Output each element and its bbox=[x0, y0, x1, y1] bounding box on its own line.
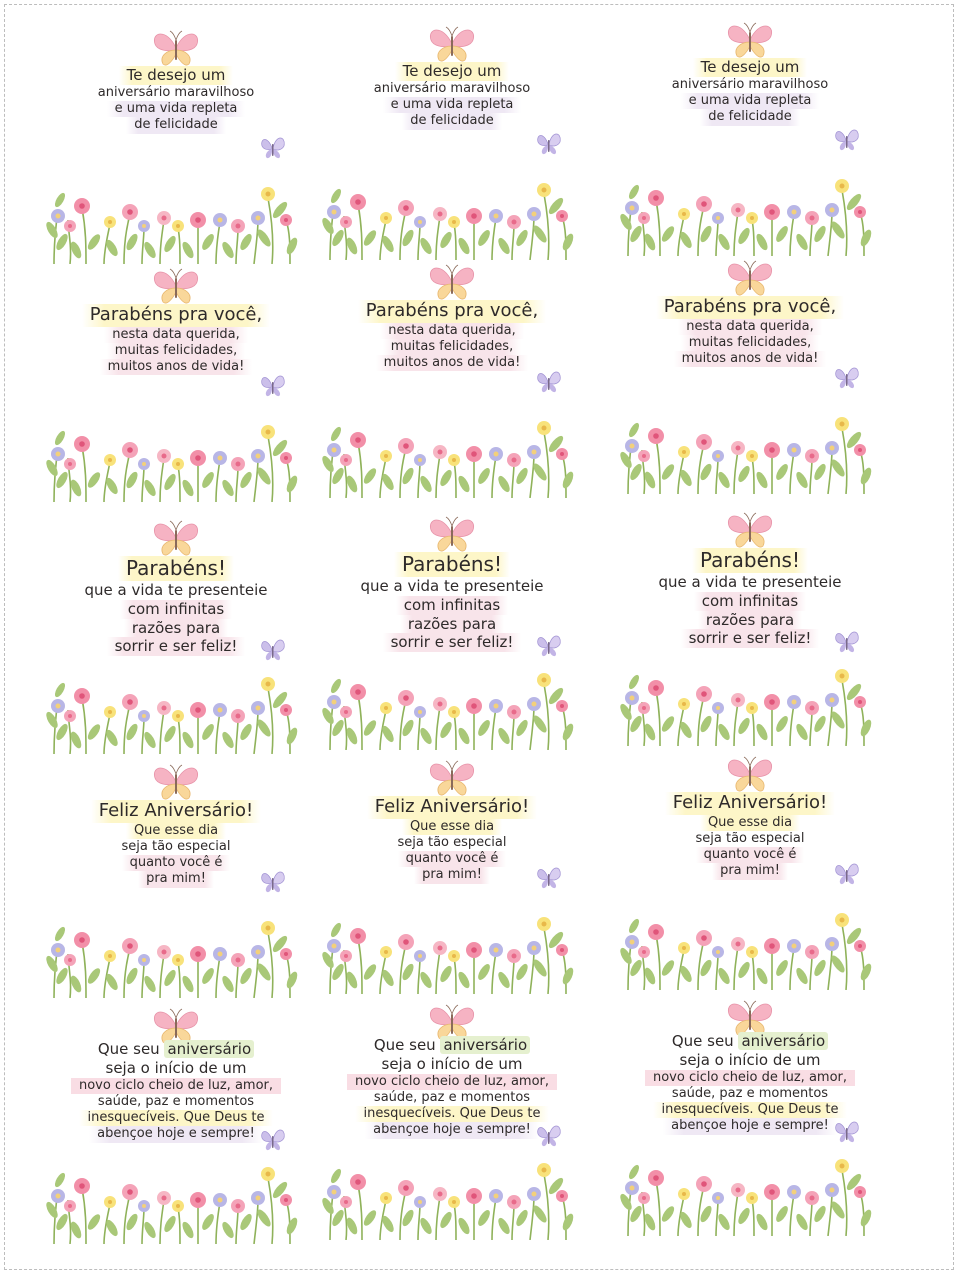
flower-meadow-illustration bbox=[46, 418, 298, 502]
greeting-line: muitas felicidades, bbox=[681, 335, 819, 351]
greeting-line: abençoe hoje e sempre! bbox=[365, 1122, 539, 1138]
lilac-butterfly-icon bbox=[534, 366, 564, 396]
greeting-title: Parabéns! bbox=[692, 548, 808, 573]
flower-meadow-illustration bbox=[46, 1160, 298, 1244]
greeting-line: quanto você é bbox=[122, 855, 231, 871]
greeting-line: Que seu aniversário bbox=[664, 1032, 836, 1051]
lilac-butterfly-icon bbox=[534, 1120, 564, 1150]
flower-meadow-illustration bbox=[620, 410, 872, 494]
greeting-title: Parabéns pra você, bbox=[82, 304, 270, 327]
greeting-line: que a vida te presenteie bbox=[84, 581, 268, 599]
sticker-card-parabens bbox=[46, 518, 306, 754]
greeting-line: quanto você é bbox=[398, 851, 507, 867]
greeting-line: muitos anos de vida! bbox=[674, 351, 827, 367]
greeting-title: Te desejo um bbox=[395, 62, 510, 81]
greeting-line: saúde, paz e momentos bbox=[671, 1085, 829, 1101]
sticker-card-desejo bbox=[322, 24, 582, 260]
greeting-line: com infinitas bbox=[120, 600, 233, 619]
greeting-line: razões para bbox=[698, 611, 802, 630]
greeting-line: novo ciclo cheio de luz, amor, bbox=[347, 1074, 557, 1090]
lilac-butterfly-icon bbox=[534, 128, 564, 158]
greeting-line: sorrir e ser feliz! bbox=[681, 629, 820, 648]
greeting-line: aniversário maravilhoso bbox=[97, 84, 255, 100]
sticker-card-desejo bbox=[620, 20, 880, 256]
greeting-line: abençoe hoje e sempre! bbox=[663, 1118, 837, 1134]
greeting-line: sorrir e ser feliz! bbox=[383, 633, 522, 652]
greeting-line: razões para bbox=[124, 619, 228, 638]
greeting-text bbox=[46, 66, 306, 134]
greeting-line: e uma vida repleta bbox=[681, 93, 820, 109]
lilac-butterfly-icon bbox=[534, 630, 564, 660]
greeting-line: Que esse dia bbox=[402, 819, 502, 835]
greeting-line: seja tão especial bbox=[695, 830, 805, 846]
greeting-line: pra mim! bbox=[712, 863, 788, 879]
greeting-line: novo ciclo cheio de luz, amor, bbox=[645, 1070, 855, 1086]
greeting-line: seja o início de um bbox=[679, 1050, 821, 1069]
greeting-line: de felicidade bbox=[126, 117, 225, 133]
greeting-line: muitas felicidades, bbox=[107, 343, 245, 359]
sticker-card-feliz bbox=[322, 758, 582, 994]
highlight-word: aniversário bbox=[738, 1032, 828, 1050]
greeting-line: abençoe hoje e sempre! bbox=[89, 1126, 263, 1142]
flower-meadow-illustration bbox=[322, 910, 574, 994]
greeting-line: inesquecíveis. Que Deus te bbox=[355, 1106, 548, 1122]
greeting-text bbox=[46, 304, 306, 375]
flower-meadow-illustration bbox=[620, 1152, 872, 1236]
lilac-butterfly-icon bbox=[258, 634, 288, 664]
greeting-title: Te desejo um bbox=[693, 58, 808, 77]
greeting-line: inesquecíveis. Que Deus te bbox=[79, 1110, 272, 1126]
sticker-card-parabens-voce bbox=[620, 258, 880, 494]
sticker-card-parabens-voce bbox=[322, 262, 582, 498]
greeting-title: Feliz Aniversário! bbox=[91, 800, 262, 823]
greeting-title: Feliz Aniversário! bbox=[367, 796, 538, 819]
flower-meadow-illustration bbox=[620, 172, 872, 256]
lilac-butterfly-icon bbox=[832, 1116, 862, 1146]
sticker-card-parabens bbox=[322, 514, 582, 750]
greeting-line: muitos anos de vida! bbox=[100, 359, 253, 375]
greeting-line: e uma vida repleta bbox=[107, 101, 246, 117]
greeting-line: saúde, paz e momentos bbox=[373, 1089, 531, 1105]
greeting-text bbox=[620, 58, 880, 126]
flower-meadow-illustration bbox=[620, 906, 872, 990]
sticker-card-parabens bbox=[620, 510, 880, 746]
flower-meadow-illustration bbox=[322, 666, 574, 750]
greeting-text bbox=[322, 62, 582, 130]
greeting-title: Parabéns pra você, bbox=[656, 296, 844, 319]
highlight-word: aniversário bbox=[164, 1040, 254, 1058]
greeting-line: inesquecíveis. Que Deus te bbox=[653, 1102, 846, 1118]
greeting-title: Parabéns pra você, bbox=[358, 300, 546, 323]
greeting-line: Que esse dia bbox=[700, 815, 800, 831]
greeting-text bbox=[322, 300, 582, 371]
sticker-card-ciclo bbox=[46, 1006, 306, 1244]
greeting-line: Que esse dia bbox=[126, 823, 226, 839]
lilac-butterfly-icon bbox=[832, 362, 862, 392]
greeting-line: novo ciclo cheio de luz, amor, bbox=[71, 1078, 281, 1094]
flower-meadow-illustration bbox=[46, 670, 298, 754]
greeting-line: de felicidade bbox=[700, 109, 799, 125]
greeting-line: seja tão especial bbox=[397, 834, 507, 850]
greeting-line: aniversário maravilhoso bbox=[671, 76, 829, 92]
greeting-line: de felicidade bbox=[402, 113, 501, 129]
greeting-line: com infinitas bbox=[396, 596, 509, 615]
highlight-word: aniversário bbox=[440, 1036, 530, 1054]
greeting-line: pra mim! bbox=[138, 871, 214, 887]
greeting-line: nesta data querida, bbox=[678, 319, 821, 335]
lilac-butterfly-icon bbox=[534, 862, 564, 892]
greeting-title: Parabéns! bbox=[394, 552, 510, 577]
sticker-card-desejo bbox=[46, 28, 306, 264]
greeting-line: sorrir e ser feliz! bbox=[107, 637, 246, 656]
lilac-butterfly-icon bbox=[258, 132, 288, 162]
lilac-butterfly-icon bbox=[258, 370, 288, 400]
sticker-card-ciclo bbox=[322, 1002, 582, 1240]
sticker-card-ciclo bbox=[620, 998, 880, 1236]
greeting-line: seja o início de um bbox=[381, 1054, 523, 1073]
sticker-card-feliz bbox=[46, 762, 306, 998]
greeting-line: aniversário maravilhoso bbox=[373, 80, 531, 96]
flower-meadow-illustration bbox=[620, 662, 872, 746]
flower-meadow-illustration bbox=[46, 914, 298, 998]
greeting-line: Que seu aniversário bbox=[366, 1036, 538, 1055]
greeting-line: seja tão especial bbox=[121, 838, 231, 854]
sticker-card-parabens-voce bbox=[46, 266, 306, 502]
greeting-line: saúde, paz e momentos bbox=[97, 1093, 255, 1109]
greeting-line: pra mim! bbox=[414, 867, 490, 883]
lilac-butterfly-icon bbox=[832, 124, 862, 154]
greeting-line: que a vida te presenteie bbox=[360, 577, 544, 595]
greeting-line: que a vida te presenteie bbox=[658, 573, 842, 591]
lilac-butterfly-icon bbox=[258, 866, 288, 896]
flower-meadow-illustration bbox=[322, 414, 574, 498]
greeting-title: Te desejo um bbox=[119, 66, 234, 85]
greeting-line: razões para bbox=[400, 615, 504, 634]
greeting-line: Que seu aniversário bbox=[90, 1040, 262, 1059]
sticker-card-feliz bbox=[620, 754, 880, 990]
greeting-line: quanto você é bbox=[696, 847, 805, 863]
flower-meadow-illustration bbox=[322, 1156, 574, 1240]
flower-meadow-illustration bbox=[322, 176, 574, 260]
greeting-title: Feliz Aniversário! bbox=[665, 792, 836, 815]
greeting-title: Parabéns! bbox=[118, 556, 234, 581]
greeting-line: com infinitas bbox=[694, 592, 807, 611]
greeting-line: muitos anos de vida! bbox=[376, 355, 529, 371]
greeting-line: nesta data querida, bbox=[104, 327, 247, 343]
flower-meadow-illustration bbox=[46, 180, 298, 264]
lilac-butterfly-icon bbox=[832, 858, 862, 888]
greeting-line: e uma vida repleta bbox=[383, 97, 522, 113]
greeting-line: muitas felicidades, bbox=[383, 339, 521, 355]
greeting-line: nesta data querida, bbox=[380, 323, 523, 339]
greeting-line: seja o início de um bbox=[105, 1058, 247, 1077]
lilac-butterfly-icon bbox=[832, 626, 862, 656]
greeting-text bbox=[620, 296, 880, 367]
lilac-butterfly-icon bbox=[258, 1124, 288, 1154]
